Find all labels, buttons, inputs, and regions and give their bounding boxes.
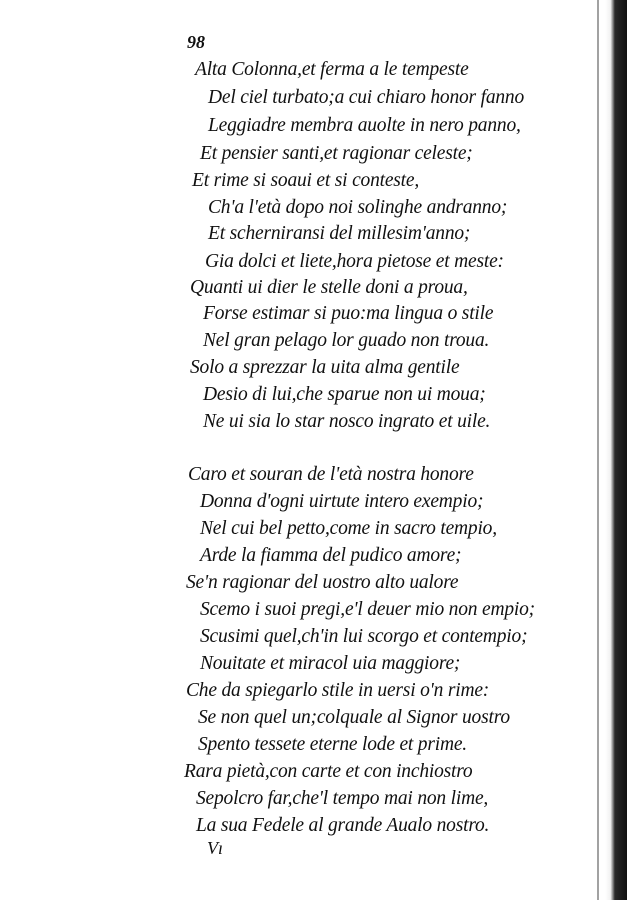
verse-line: Arde la fiamma del pudico amore; <box>200 545 462 566</box>
verse-line: Nel cui bel petto,come in sacro tempio, <box>200 518 497 539</box>
verse-line: Rara pietà,con carte et con inchiostro <box>184 761 473 782</box>
verse-line: La sua Fedele al grande Aualo nostro. <box>196 815 490 836</box>
page-edge-shadow <box>597 0 599 900</box>
verse-line: Et pensier santi,et ragionar celeste; <box>200 143 473 164</box>
verse-line: Se non quel un;colquale al Signor uostro <box>198 707 510 728</box>
verse-line: Solo a sprezzar la uita alma gentile <box>190 357 460 378</box>
page-number: 98 <box>187 32 205 52</box>
verse-line: Leggiadre membra auolte in nero panno, <box>208 115 521 136</box>
verse-line: Ch'a l'età dopo noi solinghe andranno; <box>208 197 508 218</box>
verse-line: Del ciel turbato;a cui chiaro honor fanno <box>208 87 525 108</box>
verse-line: Sepolcro far,che'l tempo mai non lime, <box>196 788 489 809</box>
verse-line: Nel gran pelago lor guado non troua. <box>203 330 490 351</box>
verse-line: Che da spiegarlo stile in uersi o'n rime: <box>186 680 490 701</box>
verse-line: Et scherniransi del millesim'anno; <box>208 223 471 244</box>
verse-line: Scusimi quel,ch'in lui scorgo et contempio; <box>200 626 528 647</box>
verse-line: Desio di lui,che sparue non ui moua; <box>203 384 486 405</box>
verse-line: Ne ui sia lo star nosco ingrato et uile. <box>203 411 491 432</box>
verse-line: Nouitate et miracol uia maggiore; <box>200 653 461 674</box>
verse-line: Forse estimar si puo:ma lingua o stile <box>203 303 494 324</box>
verse-line: Caro et souran de l'età nostra honore <box>188 464 474 485</box>
verse-line: Donna d'ogni uirtute intero exempio; <box>200 491 484 512</box>
verse-line: Quanti ui dier le stelle doni a proua, <box>190 277 468 298</box>
verse-line: Spento tessete eterne lode et prime. <box>198 734 467 755</box>
verse-line: Gia dolci et liete,hora pietose et meste: <box>205 251 504 272</box>
verse-line: Scemo i suoi pregi,e'l deuer mio non empio; <box>200 599 535 620</box>
verse-line: Et rime si soaui et si conteste, <box>192 170 420 191</box>
book-binding-edge <box>605 0 627 900</box>
verse-line: Alta Colonna,et ferma a le tempeste <box>195 59 469 80</box>
verse-line: Se'n ragionar del uostro alto ualore <box>186 572 459 593</box>
signature-mark: Vı <box>207 838 223 858</box>
